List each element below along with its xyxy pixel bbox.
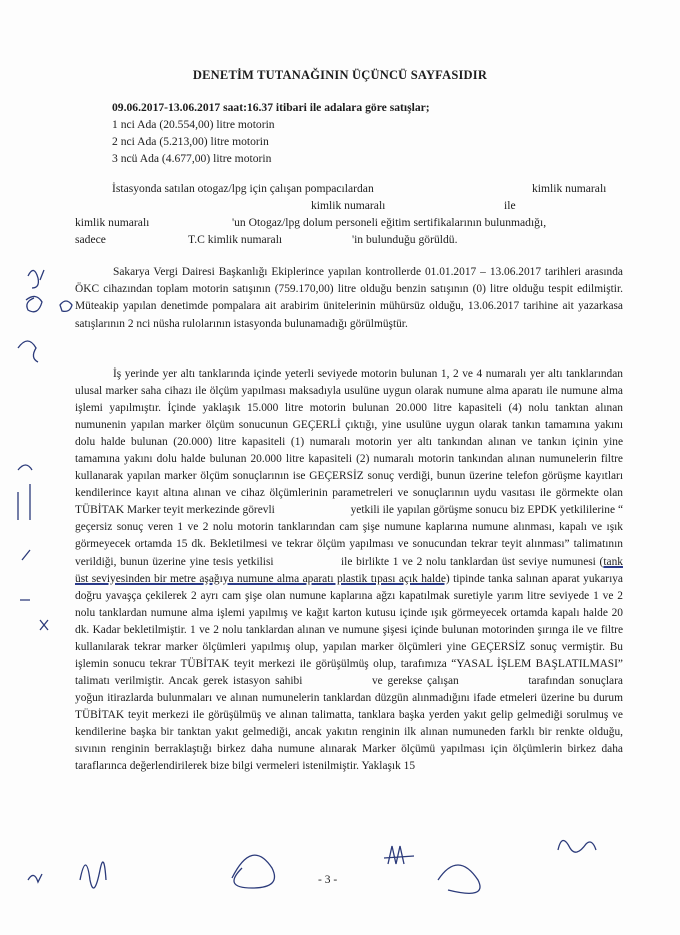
staff-line-2-b: ile [504, 199, 516, 212]
page-number: - 3 - [318, 874, 338, 886]
bottom-left-initials [28, 874, 42, 882]
staff-line-3-b: 'un Otogaz/lpg dolum personeli eğitim sertifikalarının bulunmadığı, [232, 216, 547, 229]
signature-2 [232, 855, 275, 888]
island-2: 2 nci Ada (5.213,00) litre motorin [112, 135, 269, 148]
sales-header: 09.06.2017-13.06.2017 saat:16.37 itibari ile adalara göre satışlar; [112, 101, 430, 114]
island-3: 3 ncü Ada (4.677,00) litre motorin [112, 152, 272, 165]
staff-line-1-a: İstasyonda satılan otogaz/lpg için çalışan pompacılardan [112, 182, 374, 195]
staff-line-4-a: sadece [75, 233, 106, 246]
island-1: 1 nci Ada (20.554,00) litre motorin [112, 118, 275, 131]
margin-vertical-note [18, 465, 32, 600]
staff-line-1-b: kimlik numaralı [532, 182, 607, 195]
staff-line-4-b: T.C kimlik numaralı [188, 233, 283, 246]
paragraph-sakarya [75, 264, 623, 333]
signature-3 [384, 846, 414, 864]
main-part-2: yetkili ile yapılan görüşme sonucu biz EPDK yetkililerine “ geçersiz sonuç veren 1 ve 2 nolu motorin tanklarından cam şişe numune kaplarına numune alınması, kapalı ve ışık görmeyecek ortamda 15 dk. Bekletilmesi ve tekrar ölçüm yapılması ve sonucundan tekrar teyit alınması” talimatının verildiği, bunun üzerine yine tesis yetkilisi [75, 504, 624, 568]
left-margin-scribble-2 [18, 341, 38, 362]
main-part-1: İş yerinde yer altı tanklarında içinde yeterli seviyede motorin bulunan 1, 2 ve 4 numaralı yer altı tanklarından ulusal marker saha cihazı ile ölçüm yapılması maksadıyla usulüne uygun olarak numune alma aparatı ile numune alma işlemi yapılmıştır. İçinde yaklaşık 15.000 litre motorin bulunan 20.000 litre kapasiteli (4) nolu tanktan alınan numunenin yapılan marker ölçüm sonucunun GEÇERLİ çıktığı, yine usulüne uygun olarak tankın tamamına yakını dolu halde bulunan (20.000) litre kapasiteli (1) numaralı motorin yer altı tankından alınan ve tankın içinin yine tamamına yakını dolu halde bulunan 20.000 litre kapasiteli (2) numaralı motorin tankından alınan numunelerin filtre kullanarak yapılan marker ölçüm sonuçlarının ise GEÇERSİZ sonuç verdiği, bunun üzerine telefon görüşme kayıtları kendilerince kayıt altına alınan ve cihaz ölçümlerinin parametreleri ve sonuçlarının uydu vasıtası ile görmekte olan TÜBİTAK Marker teyit merkezinde görevli [75, 368, 623, 517]
signature-4 [438, 865, 480, 893]
paragraph-main [75, 366, 623, 775]
staff-line-2-a: kimlik numaralı [311, 199, 386, 212]
underlined-phrase: tank üst seviyesinden bir metre aşağıya numune alma aparatı plastik tıpası açık halde) [75, 555, 623, 585]
paragraph-sakarya-text: Sakarya Vergi Dairesi Başkanlığı Ekiplerince yapılan kontrollerde 01.01.2017 – 13.06.2017 tarihleri arasında ÖKC cihazından toplam motorin satışının (759.170,00) litre olduğu benzin satışının (0) litre olduğu tespit edilmiştir. Müteakip yapılan denetimde pompalara ait arabirim ünitelerinin mühürsüz olduğu, 13.06.2017 tarihine ait yazarkasa satışlarının 2 nci nüsha rulolarının istasyonda bulunamadığı görülmüştür. [75, 266, 623, 330]
main-part-4: tipinde tanka salınan aparat yukarıya doğru yavaşça çekilerek 2 ayrı cam şişe olan numune kaplarına ağzı kapatılmak suretiyle yarım litre seviyede 1 ve 2 nolu tanklardan numune alma işlemi yapılmış ve kağıt karton kutusu içinde ışık görmeyecek ortamda kapalı halde 20 dk. Kadar bekletilmiştir. 1 ve 2 nolu tanklardan alınan ve numune şişesi içinde bulunan motorinden şırınga ile ve filtre kullanılarak tekrar marker ölçümleri yapılmış olup, yapılan marker ölçümleri yine GEÇERSİZ sonuç vermiştir. Bu işlemin sonucu tekrar TÜBİTAK teyit merkezi ile görüşülmüş olup, tarafımıza “YASAL İŞLEM BAŞLATILMASI” talimatı verilmiştir. Ancak gerek istasyon sahibi [75, 572, 623, 687]
left-margin-scribble-1 [26, 296, 42, 311]
main-part-3: ile birlikte 1 ve 2 nolu tanklardan üst seviye numunesi ( [341, 555, 604, 568]
margin-arrow [40, 620, 48, 630]
main-part-5: ve gerekse çalışan [371, 674, 459, 687]
signature-5 [558, 840, 596, 852]
page-title: DENETİM TUTANAĞININ ÜÇÜNCÜ SAYFASIDIR [192, 68, 488, 82]
paragraph-main-text [75, 366, 623, 775]
circled-zero-mark [60, 301, 72, 311]
main-part-6: tarafından sonuçlara yoğun itirazlarda bulunmaları ve alınan numunelerin tanklardan düzgün alınmadığını ifade etmeleri üzerine bu durum TÜBİTAK teyit merkezi ile görüşülmüş ve alınan talimatta, tanklara başka yerden yakıt gelip gelmediği sorulmuş ve kendilerine başka bir tanktan yakıt gelmediği, ancak yakıtın renginin ilk alınan numuneden farklı bir renkte olduğu, sıvının renginin berraklaştığı birkez daha numune alınarak Marker ölçümü yapılması için ölçümlerin birkez daha taraflarınca değerlendirilerek bize bilgi vermeleri istenilmiştir. Yaklaşık 15 [75, 674, 623, 773]
left-margin-initials [28, 270, 44, 288]
staff-line-3-a: kimlik numaralı [75, 216, 150, 229]
staff-line-4-c: 'in bulunduğu görüldü. [352, 233, 458, 246]
signature-1 [80, 862, 106, 888]
